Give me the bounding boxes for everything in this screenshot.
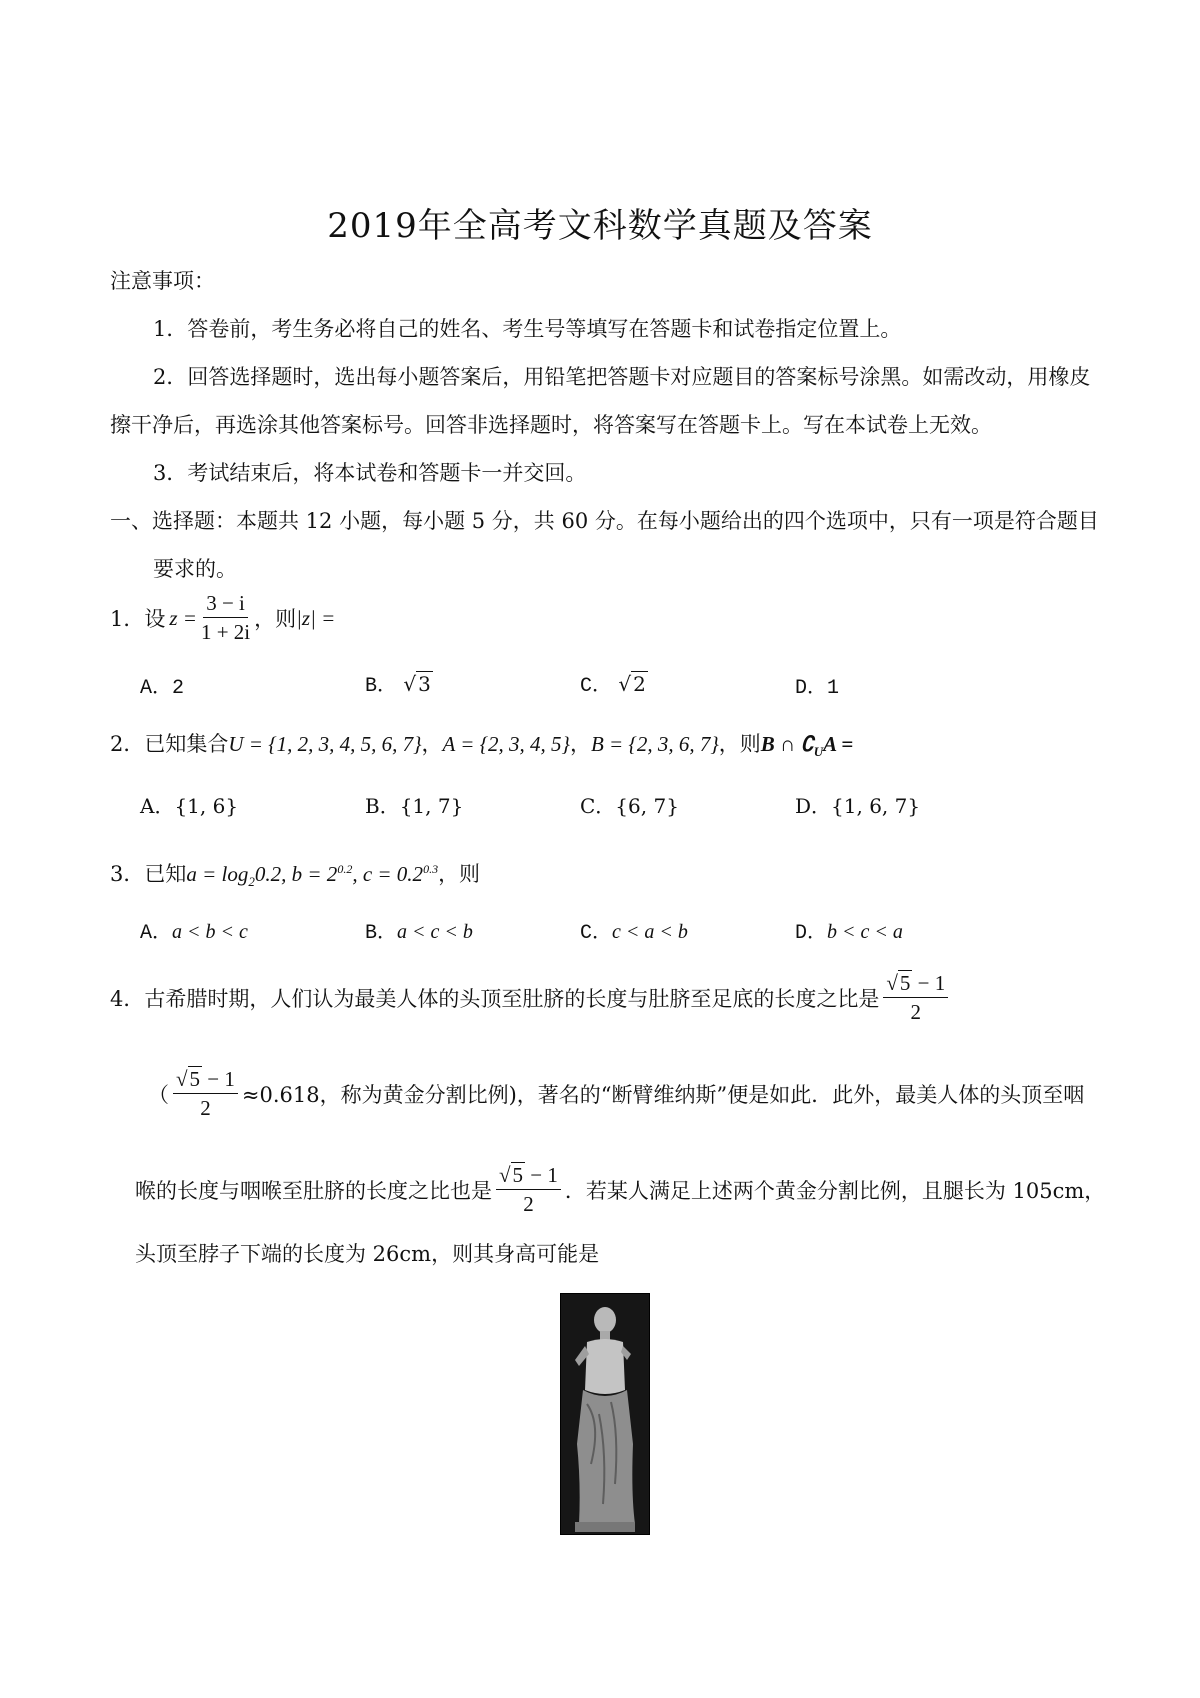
q3-option-a-label: A．	[140, 922, 173, 945]
q4-fraction-2-num: √5 − 1	[173, 1068, 238, 1094]
q2-option-c: C．{6, 7}	[580, 794, 679, 818]
q1-option-d: D．1	[795, 677, 840, 700]
q2-expr-tail: A =	[823, 732, 854, 756]
section-heading: 一、选择题：本题共 12 小题，每小题 5 分，共 60 分。在每小题给出的四个选项中，只有一项是符合题目	[110, 509, 1099, 533]
q1-fraction	[201, 592, 250, 644]
notice-item-1: 1．答卷前，考生务必将自己的姓名、考生号等填写在答题卡和试卷指定位置上。	[153, 317, 902, 341]
q1-option-b-sqrt: √ 3	[403, 672, 431, 696]
q4-line-2-open: （	[148, 1083, 169, 1108]
q2-expr-main: B ∩ ∁	[760, 732, 814, 756]
q3-expression	[186, 862, 439, 890]
notice-item-3: 3．考试结束后，将本试卷和答题卡一并交回。	[153, 461, 587, 485]
q2-sep-2: ，	[569, 732, 591, 756]
question-1	[110, 592, 335, 644]
q4-fraction-3-num: √5 − 1	[496, 1164, 561, 1190]
notice-heading: 注意事项：	[110, 269, 215, 293]
q1-option-c-radicand: 2	[633, 672, 646, 696]
q3-a-base: 2	[248, 874, 255, 890]
q3-option-c-label: C．	[580, 922, 613, 945]
q1-z-eq: z =	[169, 605, 197, 630]
q3-option-d-text: b < c < a	[827, 921, 903, 943]
q4-fraction-1	[883, 972, 948, 1024]
q1-option-c-sqrt: √ 2	[618, 672, 646, 696]
question-4-line-3	[135, 1164, 1105, 1216]
q4-fraction-1-num: √5 − 1	[883, 972, 948, 998]
q3-a-part: a = log	[186, 862, 249, 886]
venus-statue-image	[560, 1293, 650, 1535]
question-4-line-4: 头顶至脖子下端的长度为 26cm，则其身高可能是	[135, 1242, 600, 1266]
q1-option-b	[365, 668, 433, 698]
q3-option-d	[795, 915, 903, 945]
q2-set-a: A = {2, 3, 4, 5}	[442, 732, 570, 756]
q1-option-c-label: C．	[580, 675, 613, 698]
notice-item-2: 2．回答选择题时，选出每小题答案后，用铅笔把答题卡对应题目的答案标号涂黑。如需改动，用橡皮	[153, 365, 1091, 389]
q1-prefix: 1．设	[110, 607, 166, 632]
q2-prefix: 2．已知集合	[110, 732, 229, 756]
q1-denominator: 1 + 2i	[200, 620, 251, 645]
page-title: 2019年全高考文科数学真题及答案	[327, 206, 873, 246]
q2-option-a: A．{1, 6}	[140, 794, 239, 818]
q2-set-b: B = {2, 3, 6, 7}	[590, 732, 719, 756]
q4-frac1-radicand: 5	[899, 971, 911, 995]
q4-fraction-2	[173, 1068, 238, 1120]
q4-fraction-1-den: 2	[910, 1000, 922, 1025]
q4-fraction-2-den: 2	[200, 1096, 211, 1121]
q3-c-part: , c = 0.2	[352, 862, 424, 886]
q3-option-a-text: a < b < c	[172, 921, 248, 943]
question-4-line-1	[110, 972, 952, 1024]
q3-prefix: 3．已知	[110, 862, 187, 886]
q3-option-a	[140, 915, 248, 945]
q4-frac2-num-tail: − 1	[202, 1067, 235, 1091]
q2-expression	[760, 732, 854, 760]
q3-option-c-text: c < a < b	[612, 921, 688, 943]
q3-a-tail: 0.2, b = 2	[254, 862, 338, 886]
q2-option-b: B．{1, 7}	[365, 794, 464, 818]
q3-b-exp: 0.2	[337, 862, 353, 876]
q3-option-b-label: B．	[365, 922, 398, 945]
question-3	[110, 858, 480, 890]
q4-fraction-3	[496, 1164, 561, 1216]
statue-figure-icon	[561, 1294, 649, 1534]
q3-option-d-label: D．	[795, 922, 828, 945]
q2-sep-1: ，	[421, 732, 443, 756]
q1-option-b-radicand: 3	[418, 672, 431, 696]
q1-option-c	[580, 668, 648, 698]
q2-expr-sub: U	[813, 744, 824, 760]
q2-set-u: U = {1, 2, 3, 4, 5, 6, 7}	[228, 732, 422, 756]
notice-item-2-cont: 擦干净后，再选涂其他答案标号。回答非选择题时，将答案写在答题卡上。写在本试卷上无效。	[110, 413, 992, 437]
q1-suffix: ，则	[254, 607, 297, 632]
q1-abs: |z| =	[296, 605, 336, 630]
q4-fraction-3-den: 2	[523, 1192, 534, 1217]
q4-frac3-num-tail: − 1	[525, 1163, 558, 1187]
q3-option-b	[365, 915, 473, 945]
q4-frac3-radicand: 5	[512, 1163, 524, 1187]
q4-line-3-text: 喉的长度与咽喉至肚脐的长度之比也是	[135, 1179, 492, 1204]
q3-suffix: ，则	[438, 862, 481, 886]
q4-line-3-tail: ．若某人满足上述两个黄金分割比例，且腿长为 105cm，	[564, 1179, 1106, 1204]
q3-option-b-text: a < c < b	[397, 921, 473, 943]
q4-frac1-num-tail: − 1	[912, 971, 946, 995]
q4-line-2-text: ≈0.618，称为黄金分割比例)，著名的“断臂维纳斯”便是如此．此外，最美人体的头顶至咽	[241, 1083, 1085, 1108]
q3-option-c	[580, 915, 688, 945]
q1-option-b-label: B．	[365, 675, 398, 698]
q1-numerator: 3 − i	[203, 592, 248, 618]
q2-suffix: ，则	[718, 732, 761, 756]
q1-option-a: A．2	[140, 677, 185, 700]
q2-option-d: D．{1, 6, 7}	[795, 794, 921, 818]
question-4-line-2	[148, 1068, 1084, 1120]
section-heading-cont: 要求的。	[153, 557, 237, 581]
q3-c-exp: 0.3	[423, 862, 439, 876]
q4-frac2-radicand: 5	[189, 1067, 201, 1091]
q4-line-1-text: 4．古希腊时期，人们认为最美人体的头顶至肚脐的长度与肚脐至足底的长度之比是	[110, 987, 880, 1012]
question-2	[110, 728, 853, 760]
